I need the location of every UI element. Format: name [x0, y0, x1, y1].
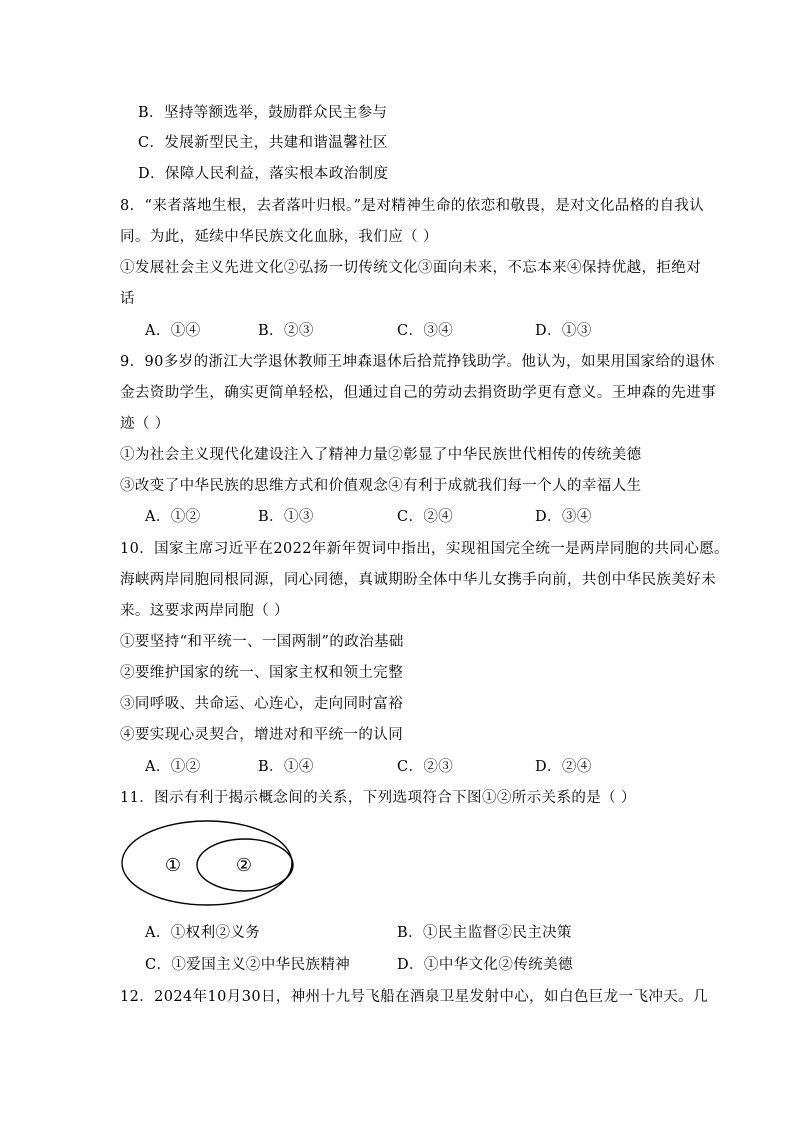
q12-stem-line-1: 12．2024年10月30日，神州十九号飞船在酒泉卫星发射中心，如白色巨龙一飞冲天。几 — [120, 989, 708, 1005]
q7-option-d: D．保障人民利益，落实根本政治制度 — [138, 166, 389, 182]
outer-ellipse — [122, 821, 292, 905]
q9-option-d: D．③④ — [535, 509, 592, 525]
q8-stem-line-2: 同。为此，延续中华民族文化血脉，我们应（ ） — [120, 229, 438, 245]
q9-stem-line-2: 金去资助学生，确实更简单轻松，但通过自己的劳动去捐资助学更有意义。王坤森的先进事 — [120, 385, 716, 401]
q11-option-d: D．①中华文化②传统美德 — [397, 957, 573, 973]
q9-option-a: A．①② — [145, 509, 201, 525]
q9-items-line-2: ③改变了中华民族的思维方式和价值观念④有利于成就我们每一个人的幸福人生 — [120, 478, 642, 494]
q9-option-c: C．②④ — [397, 509, 454, 525]
q10-option-c: C．②③ — [397, 759, 454, 775]
q10-item-2: ②要维护国家的统一、国家主权和领土完整 — [120, 665, 404, 681]
q10-option-b: B．①④ — [258, 759, 314, 775]
inner-label: ② — [235, 855, 253, 876]
q10-stem-line-3: 来。这要求两岸同胞（ ） — [120, 603, 289, 619]
q11-stem: 11．图示有利于揭示概念间的关系，下列选项符合下图①②所示关系的是（ ） — [120, 790, 636, 806]
q11-option-c: C．①爱国主义②中华民族精神 — [145, 957, 351, 973]
outer-label: ① — [164, 855, 182, 876]
q10-item-3: ③同呼吸、共命运、心连心，走向同时富裕 — [120, 696, 404, 712]
q8-option-b: B．②③ — [258, 323, 314, 339]
q8-option-c: C．③④ — [397, 323, 454, 339]
q10-item-4: ④要实现心灵契合，增进对和平统一的认同 — [120, 727, 404, 743]
q11-option-a: A．①权利②义务 — [145, 925, 261, 941]
q10-stem-line-1: 10．国家主席习近平在2022年新年贺词中指出，实现祖国完全统一是两岸同胞的共同心愿。 — [120, 541, 730, 557]
q9-stem-line-1: 9．90多岁的浙江大学退休教师王坤森退休后拾荒挣钱助学。他认为，如果用国家给的退休 — [120, 354, 716, 370]
q9-option-b: B．①③ — [258, 509, 314, 525]
q8-items-line-2: 话 — [120, 291, 135, 307]
q10-stem-line-2: 海峡两岸同胞同根同源，同心同德，真诚期盼全体中华儿女携手向前，共创中华民族美好未 — [120, 572, 716, 588]
venn-diagram — [120, 818, 300, 908]
q8-option-d: D．①③ — [535, 323, 592, 339]
q8-items-line-1: ①发展社会主义先进文化②弘扬一切传统文化③面向未来，不忘本来④保持优越，拒绝对 — [120, 260, 702, 276]
q10-option-a: A．①② — [145, 759, 201, 775]
q8-option-a: A．①④ — [145, 323, 201, 339]
q9-items-line-1: ①为社会主义现代化建设注入了精神力量②彰显了中华民族世代相传的传统美德 — [120, 447, 642, 463]
q10-option-d: D．②④ — [535, 759, 592, 775]
q7-option-b: B．坚持等额选举，鼓励群众民主参与 — [138, 105, 388, 121]
q8-stem-line-1: 8．“来者落地生根，去者落叶归根。”是对精神生命的依恋和敬畏，是对文化品格的自我认 — [120, 198, 705, 214]
q9-stem-line-3: 迹（ ） — [120, 416, 170, 432]
q10-item-1: ①要坚持“和平统一、一国两制”的政治基础 — [120, 634, 404, 650]
q7-option-c: C．发展新型民主，共建和谐温馨社区 — [138, 135, 388, 151]
q11-option-b: B．①民主监督②民主决策 — [397, 925, 572, 941]
